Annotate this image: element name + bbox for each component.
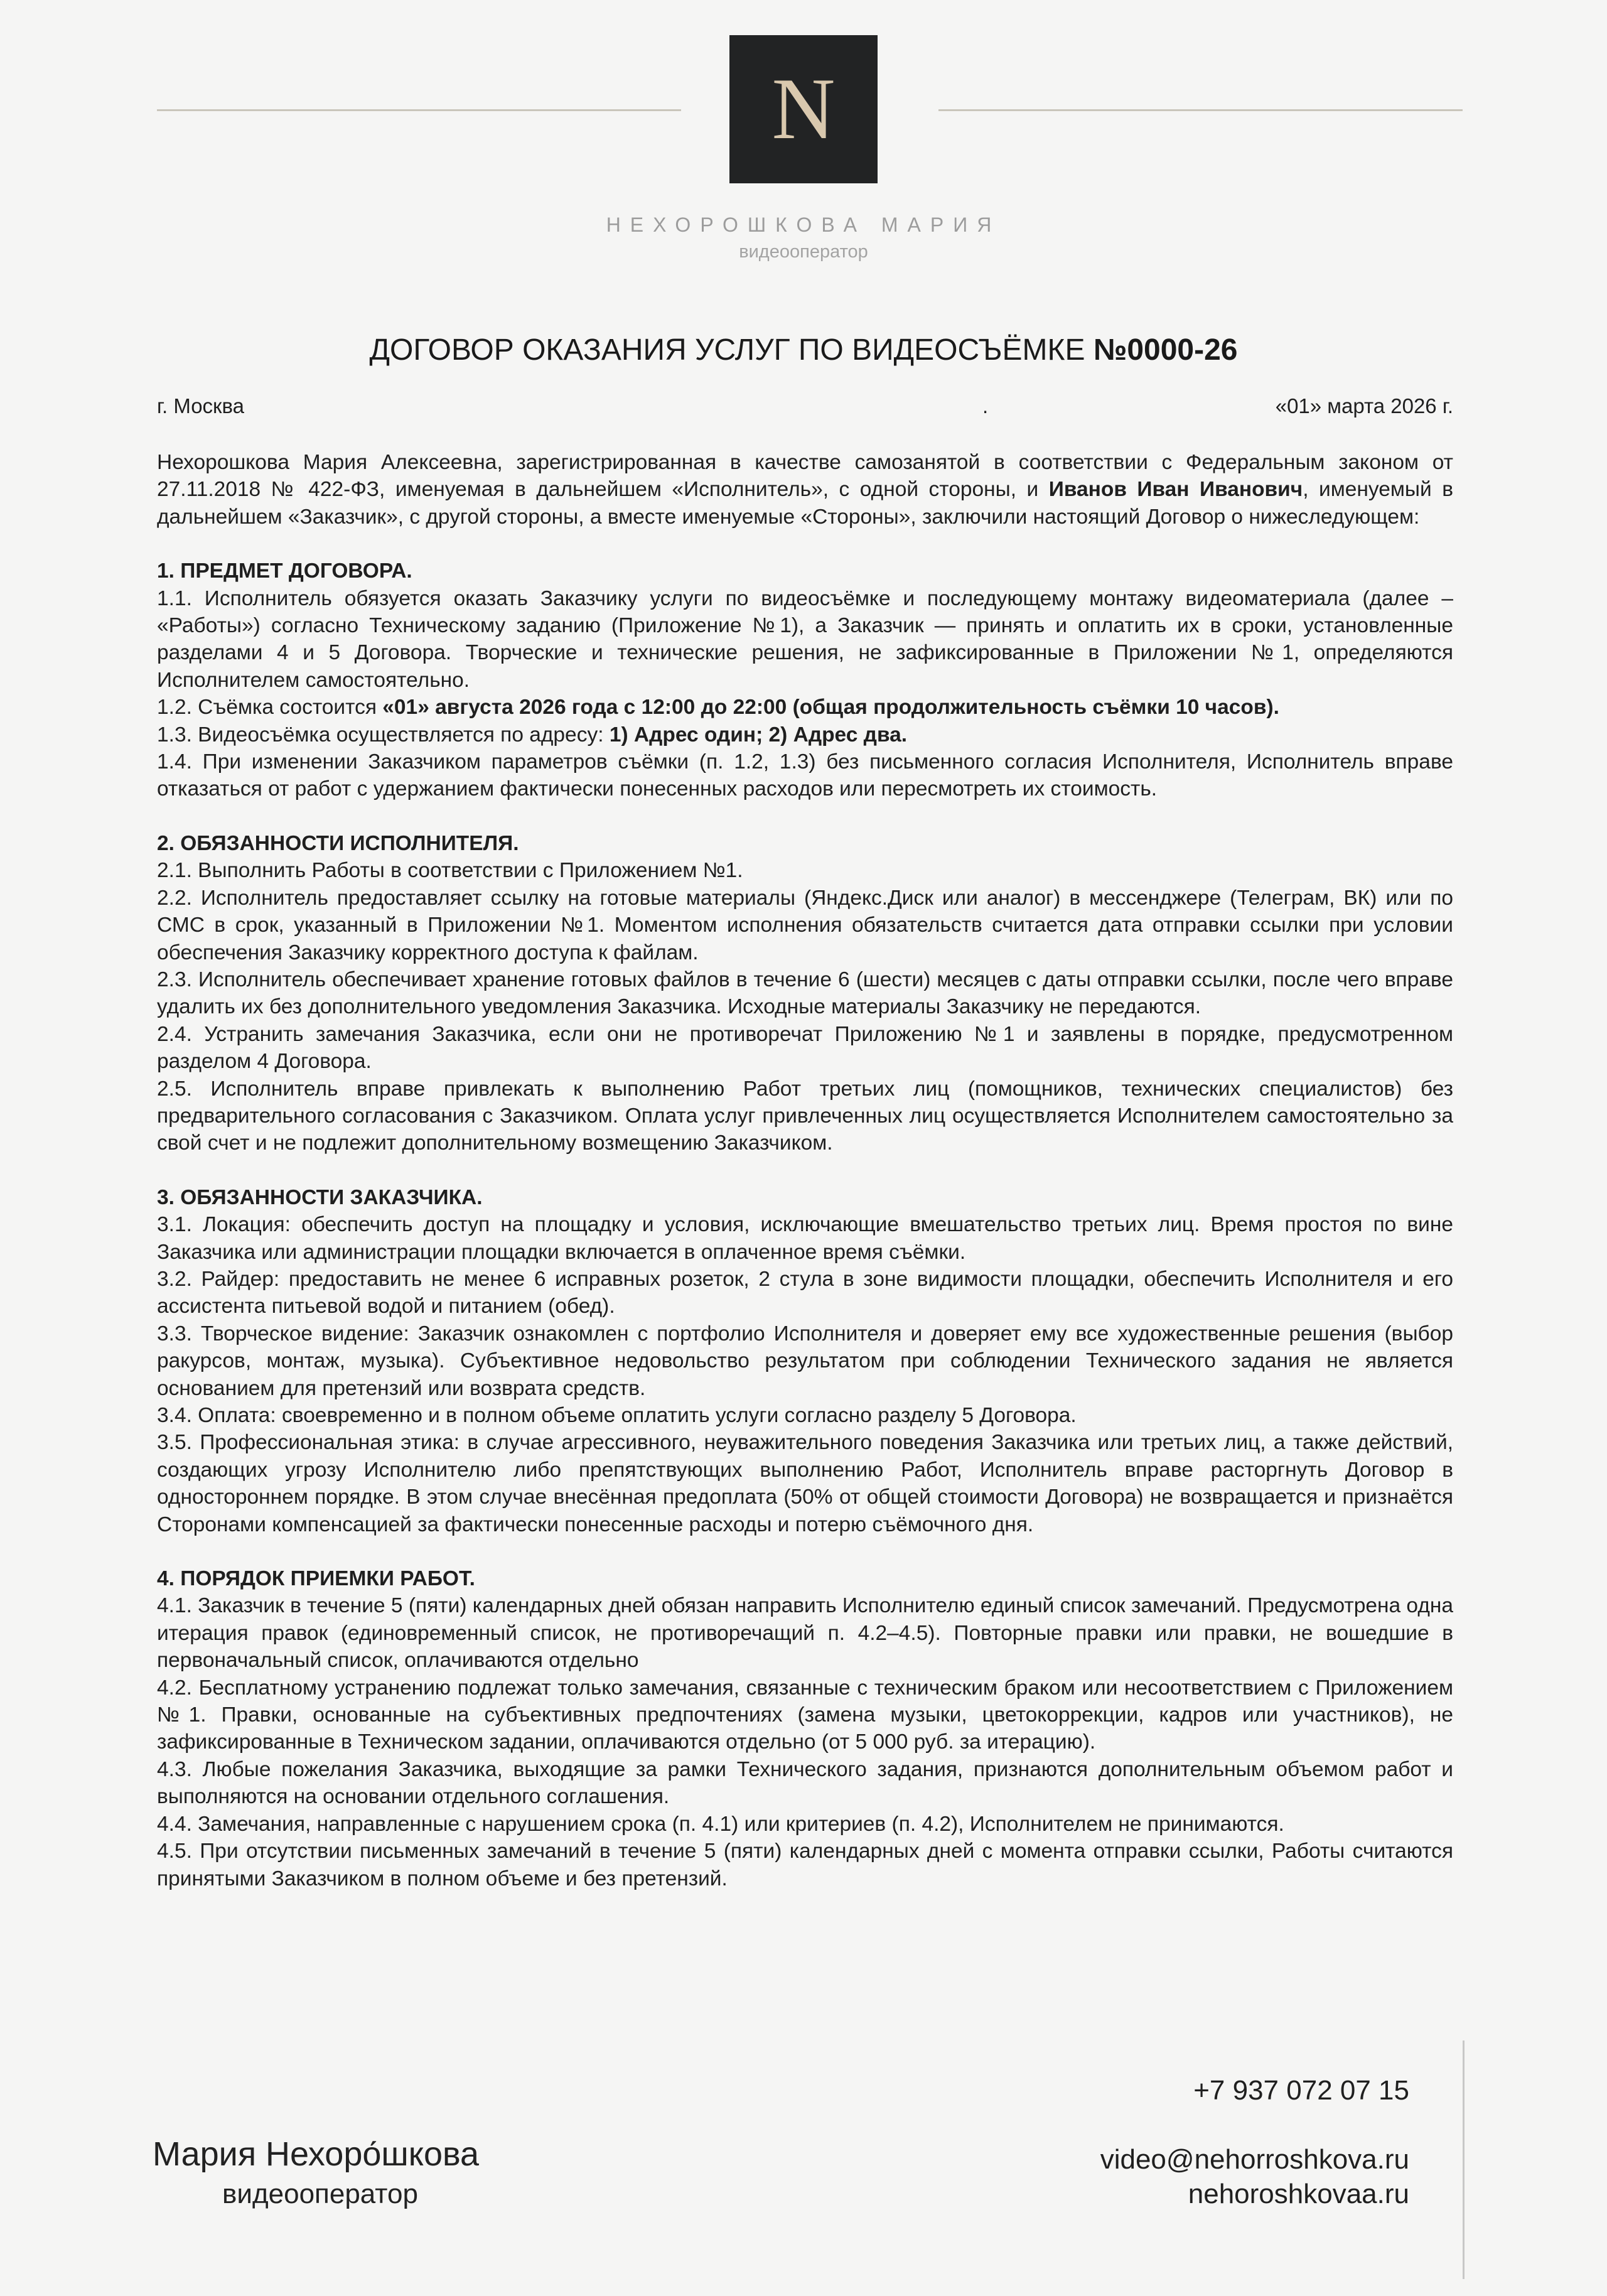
clause-3-1: 3.1. Локация: обеспечить доступ на площадку и условия, исключающие вмешательство третьих лиц. Время простоя по вине Заказчика или администрации площадки включается в оплаченное время съёмки. xyxy=(157,1213,1453,1264)
clause-1-4: 1.4. При изменении Заказчиком параметров съёмки (п. 1.2, 1.3) без письменного согласия Исполнителя, Исполнитель вправе отказаться от работ с удержанием фактически понесенных расходов или пересмотреть их стоимость. xyxy=(157,750,1453,801)
clause-1-2 xyxy=(157,694,1453,721)
preamble-text-1: Нехорошкова Мария Алексеевна, зарегистрированная в качестве самозанятой в соответствии с Федеральным законом от 27.11.2018 № 422-ФЗ, именуемая в дальнейшем «Исполнитель», с одной стороны, и xyxy=(157,451,1453,502)
client-name: Иванов Иван Иванович xyxy=(1048,478,1303,502)
clause-2-4: 2.4. Устранить замечания Заказчика, если они не противоречат Приложению №1 и заявлены в порядке, предусмотренном разделом 4 Договора. xyxy=(157,1022,1453,1074)
clause-1-3 xyxy=(157,721,1453,748)
section-4-heading: 4. ПОРЯДОК ПРИЕМКИ РАБОТ. xyxy=(157,1567,475,1591)
document-title-text: ДОГОВОР ОКАЗАНИЯ УСЛУГ ПО ВИДЕОСЪЁМКЕ xyxy=(369,333,1094,367)
contract-city: г. Москва xyxy=(157,394,245,418)
footer-email: video@nehorroshkova.ru xyxy=(1100,2144,1409,2175)
signature-name: Мария Нехоро́шкова xyxy=(153,2135,480,2173)
clause-4-5: 4.5. При отсутствии письменных замечаний в течение 5 (пяти) календарных дней с момента отправки ссылки, Работы считаются принятыми Заказчиком в полном объеме и без претензий. xyxy=(157,1840,1453,1890)
contract-date: «01» марта 2026 г. xyxy=(1275,394,1453,418)
clause-2-3: 2.3. Исполнитель обеспечивает хранение готовых файлов в течение 6 (шести) месяцев с даты отправки ссылки, после чего вправе удалить их без дополнительного уведомления Заказчика. Исходные материалы Заказчику не передаются. xyxy=(157,967,1453,1019)
clause-1-1: 1.1. Исполнитель обязуется оказать Заказчику услуги по видеосъёмке и последующему монтажу видеоматериала (далее – «Работы») согласно Техническому заданию (Приложение №1), а Заказчик — принять и оплатить их в сроки, установленные разделами 4 и 5 Договора. Творческие и технические решения, не зафиксированные в Приложении №1, определяются Исполнителем самостоятельно. xyxy=(157,586,1453,692)
clause-2-1: 2.1. Выполнить Работы в соответствии с Приложением №1. xyxy=(157,859,743,883)
document-title xyxy=(0,333,1607,367)
header-rule-left xyxy=(157,109,681,111)
section-1-heading: 1. ПРЕДМЕТ ДОГОВОРА. xyxy=(157,559,412,583)
footer-divider xyxy=(1463,2040,1465,2279)
logo-letter: N xyxy=(771,60,836,158)
shooting-datetime: «01» августа 2026 года с 12:00 до 22:00 (общая продолжительность съёмки 10 часов). xyxy=(382,696,1279,720)
section-2-heading: 2. ОБЯЗАННОСТИ ИСПОЛНИТЕЛЯ. xyxy=(157,831,519,855)
clause-3-2: 3.2. Райдер: предоставить не менее 6 исправных розеток, 2 стула в зоне видимости площадки, обеспечить Исполнителя и его ассистента питьевой водой и питанием (обед). xyxy=(157,1267,1453,1318)
clause-4-4: 4.4. Замечания, направленные с нарушением срока (п. 4.1) или критериев (п. 4.2), Исполнителем не принимаются. xyxy=(157,1812,1284,1836)
clause-2-2: 2.2. Исполнитель предоставляет ссылку на готовые материалы (Яндекс.Диск или аналог) в мессенджере (Телеграм, ВК) или по СМС в срок, указанный в Приложении №1. Моментом исполнения обязательств считается дата отправки ссылки при условии обеспечения Заказчику корректного доступа к файлам. xyxy=(157,886,1453,964)
brand-logo xyxy=(729,35,878,183)
clause-4-2: 4.2. Бесплатному устранению подлежат только замечания, связанные с техническим браком или несоответствием с Приложением №1. Правки, основанные на субъективных предпочтениях (замена музыки, цветокоррекции, кадров или участников), не зафиксированные в Техническом задании, оплачиваются отдельно (от 5 000 руб. за итерацию). xyxy=(157,1676,1453,1754)
section-3-heading: 3. ОБЯЗАННОСТИ ЗАКАЗЧИКА. xyxy=(157,1185,483,1209)
clause-1-3-lead: 1.3. Видеосъёмка осуществляется по адресу: xyxy=(157,723,610,746)
clause-4-1: 4.1. Заказчик в течение 5 (пяти) календарных дней обязан направить Исполнителю единый список замечаний. Предусмотрена одна итерация правок (единовременный список, не противоречащий п. 4.2–4.5). Повторные правки или правки, не вошедшие в первоначальный список, оплачиваются отдельно xyxy=(157,1594,1453,1673)
clause-3-5: 3.5. Профессиональная этика: в случае агрессивного, неуважительного поведения Заказчика или третьих лиц, а также действий, создающих угрозу Исполнителю либо препятствующих выполнению Работ, Исполнитель вправе расторгнуть Договор в одностороннем порядке. В этом случае внесённая предоплата (50% от общей стоимости Договора) не возвращается и признаётся Сторонами компенсацией за фактически понесенные расходы и потерю съёмочного дня. xyxy=(157,1431,1453,1536)
footer-phone: +7 937 072 07 15 xyxy=(1193,2075,1409,2106)
contract-body xyxy=(157,449,1453,1892)
signature-role: видеооператор xyxy=(222,2179,418,2209)
brand-role: видеооператор xyxy=(739,242,868,262)
place-separator: . xyxy=(982,394,989,418)
header-rule-right xyxy=(938,109,1463,111)
brand-name: НЕХОРОШКОВА МАРИЯ xyxy=(606,213,1001,236)
document-number: №0000-26 xyxy=(1093,333,1238,367)
clause-2-5: 2.5. Исполнитель вправе привлекать к выполнению Работ третьих лиц (помощников, технических специалистов) без предварительного согласования с Заказчиком. Оплата услуг привлеченных лиц осуществляется Исполнителем самостоятельно за свой счет и не подлежит дополнительному возмещению Заказчиком. xyxy=(157,1077,1453,1155)
shooting-address: 1) Адрес один; 2) Адрес два. xyxy=(609,723,908,746)
clause-3-4: 3.4. Оплата: своевременно и в полном объеме оплатить услуги согласно разделу 5 Договора. xyxy=(157,1404,1077,1427)
preamble xyxy=(157,449,1453,531)
preamble-text-2: , именуемый в дальнейшем «Заказчик», с другой стороны, а вместе именуемые «Стороны», заключили настоящий Договор о нижеследующем: xyxy=(157,478,1453,529)
place-date-row xyxy=(157,394,1453,422)
clause-1-2-lead: 1.2. Съёмка состоится xyxy=(157,696,383,720)
clause-4-3: 4.3. Любые пожелания Заказчика, выходящие за рамки Технического задания, признаются дополнительным объемом работ и выполняются на основании отдельного соглашения. xyxy=(157,1757,1453,1809)
clause-3-3: 3.3. Творческое видение: Заказчик ознакомлен с портфолио Исполнителя и доверяет ему все художественные решения (выбор ракурсов, монтаж, музыка). Субъективное недовольство результатом при соблюдении Технического задания не является основанием для претензий или возврата средств. xyxy=(157,1322,1453,1400)
footer-site: nehoroshkovaa.ru xyxy=(1188,2179,1409,2209)
